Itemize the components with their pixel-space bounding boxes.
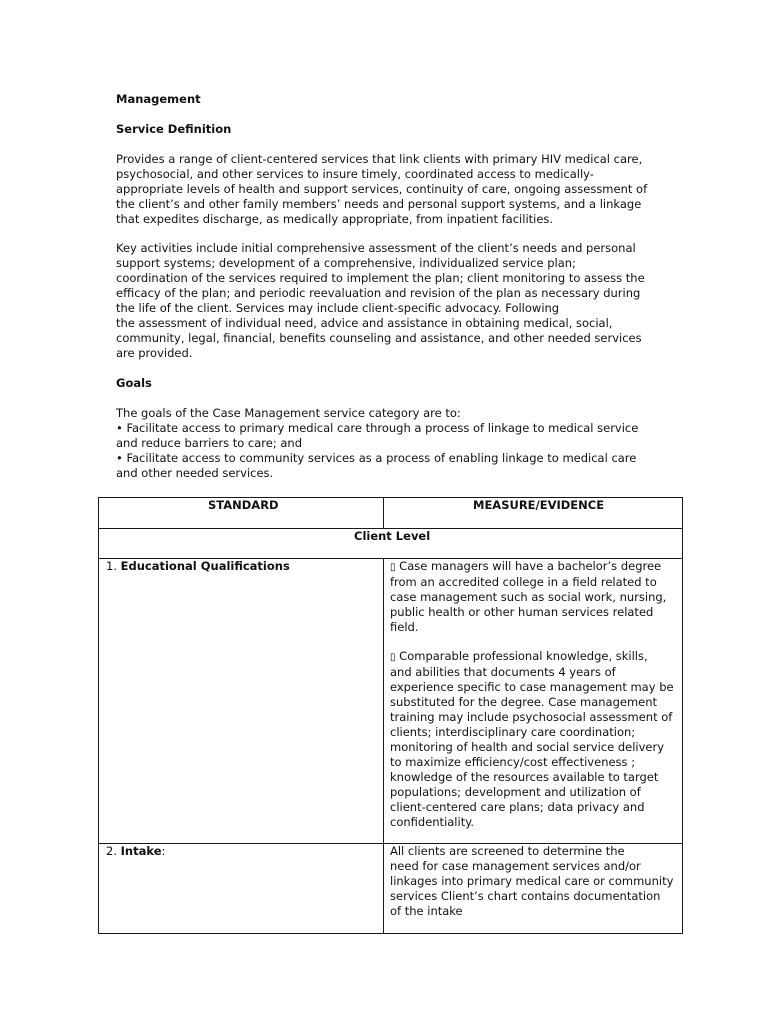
goal-bullet-line: • Facilitate access to primary medical care through a process of linkage to medical service (116, 421, 639, 435)
standard-cell (99, 559, 384, 843)
measure-line: substituted for the degree. Case management (390, 695, 658, 709)
measure-line: ▯ Case managers will have a bachelor’s degree (390, 559, 662, 573)
client-level-cell (99, 529, 682, 558)
measure-line: All clients are screened to determine the (390, 844, 625, 858)
measure-block (390, 844, 673, 919)
goals-paragraph (116, 406, 656, 481)
standard-header-cell (99, 498, 384, 528)
standards-table (98, 497, 683, 934)
measure-cell (384, 559, 682, 843)
key-activities-paragraph (116, 241, 656, 361)
table-row (99, 559, 682, 844)
paragraph-line: are provided. (116, 346, 193, 360)
goal-bullet-line: • Facilitate access to community services as a process of enabling linkage to medical care (116, 451, 637, 465)
bullet-box-icon: ▯ (390, 562, 396, 573)
measure-header-cell (384, 498, 682, 528)
standard-number: 1. (106, 559, 117, 573)
paragraph-line: the assessment of individual need, advice and assistance in obtaining medical, social, (116, 316, 613, 330)
section-title: Management (116, 92, 201, 106)
measure-line: case management such as social work, nursing, (390, 590, 667, 604)
measure-line: public health or other human services related (390, 605, 654, 619)
measure-line: monitoring of health and social service delivery (390, 740, 664, 754)
table-row (99, 844, 682, 933)
measure-line: from an accredited college in a field related to (390, 575, 657, 589)
paragraph-line: appropriate levels of health and support services, continuity of care, ongoing assessment of (116, 182, 648, 196)
service-definition-paragraph (116, 152, 656, 227)
measure-line: and abilities that documents 4 years of (390, 665, 616, 679)
standard-title: Intake (120, 844, 162, 858)
service-definition-heading: Service Definition (116, 122, 232, 136)
measure-line: client-centered care plans; data privacy and (390, 800, 645, 814)
table-header-row (99, 498, 682, 529)
measure-cell (384, 844, 682, 933)
paragraph-line: psychosocial, and other services to insure timely, coordinated access to medically- (116, 167, 594, 181)
measure-line: field. (390, 620, 419, 634)
measure-block-2 (390, 649, 674, 830)
measure-line: knowledge of the resources available to target (390, 770, 659, 784)
standard-column-header: STANDARD (208, 498, 279, 512)
measure-line: clients; interdisciplinary care coordination; (390, 725, 636, 739)
standard-text (106, 559, 290, 574)
paragraph-line: coordination of the services required to implement the plan; client monitoring to assess the (116, 271, 645, 285)
paragraph-line: the life of the client. Services may include client-specific advocacy. Following (116, 301, 560, 315)
standard-title: Educational Qualifications (120, 559, 290, 573)
paragraph-line: Provides a range of client-centered services that link clients with primary HIV medical care, (116, 152, 643, 166)
measure-line: experience specific to case management may be (390, 680, 674, 694)
paragraph-line: the client’s and other family members’ needs and personal support systems, and a linkage (116, 197, 642, 211)
measure-line: training may include psychosocial assessment of (390, 710, 673, 724)
paragraph-line: The goals of the Case Management service category are to: (116, 406, 461, 420)
measure-column-header: MEASURE/EVIDENCE (473, 498, 605, 512)
standard-cell (99, 844, 384, 933)
paragraph-line: community, legal, financial, benefits counseling and assistance, and other needed services (116, 331, 642, 345)
measure-line: linkages into primary medical care or community (390, 874, 674, 888)
paragraph-line: support systems; development of a comprehensive, individualized service plan; (116, 256, 576, 270)
paragraph-line: efficacy of the plan; and periodic reevaluation and revision of the plan as necessary during (116, 286, 641, 300)
paragraph-line: and reduce barriers to care; and (116, 436, 303, 450)
standard-number: 2. (106, 844, 117, 858)
measure-line: to maximize efficiency/cost effectiveness ; (390, 755, 636, 769)
client-level-row (99, 529, 682, 559)
measure-line: confidentiality. (390, 815, 475, 829)
client-level-label: Client Level (354, 529, 431, 543)
measure-line: populations; development and utilization of (390, 785, 641, 799)
paragraph-line: that expedites discharge, as medically appropriate, from inpatient facilities. (116, 212, 554, 226)
measure-line: services Client’s chart contains documentation (390, 889, 661, 903)
goals-heading: Goals (116, 376, 152, 390)
measure-block-1 (390, 559, 666, 635)
paragraph-line: Key activities include initial comprehensive assessment of the client’s needs and personal (116, 241, 636, 255)
measure-line: ▯ Comparable professional knowledge, skills, (390, 649, 648, 663)
measure-line: of the intake (390, 904, 463, 918)
paragraph-line: and other needed services. (116, 466, 274, 480)
measure-line: need for case management services and/or (390, 859, 641, 873)
standard-text (106, 844, 165, 859)
standard-suffix: : (161, 844, 166, 858)
bullet-box-icon: ▯ (390, 652, 396, 663)
